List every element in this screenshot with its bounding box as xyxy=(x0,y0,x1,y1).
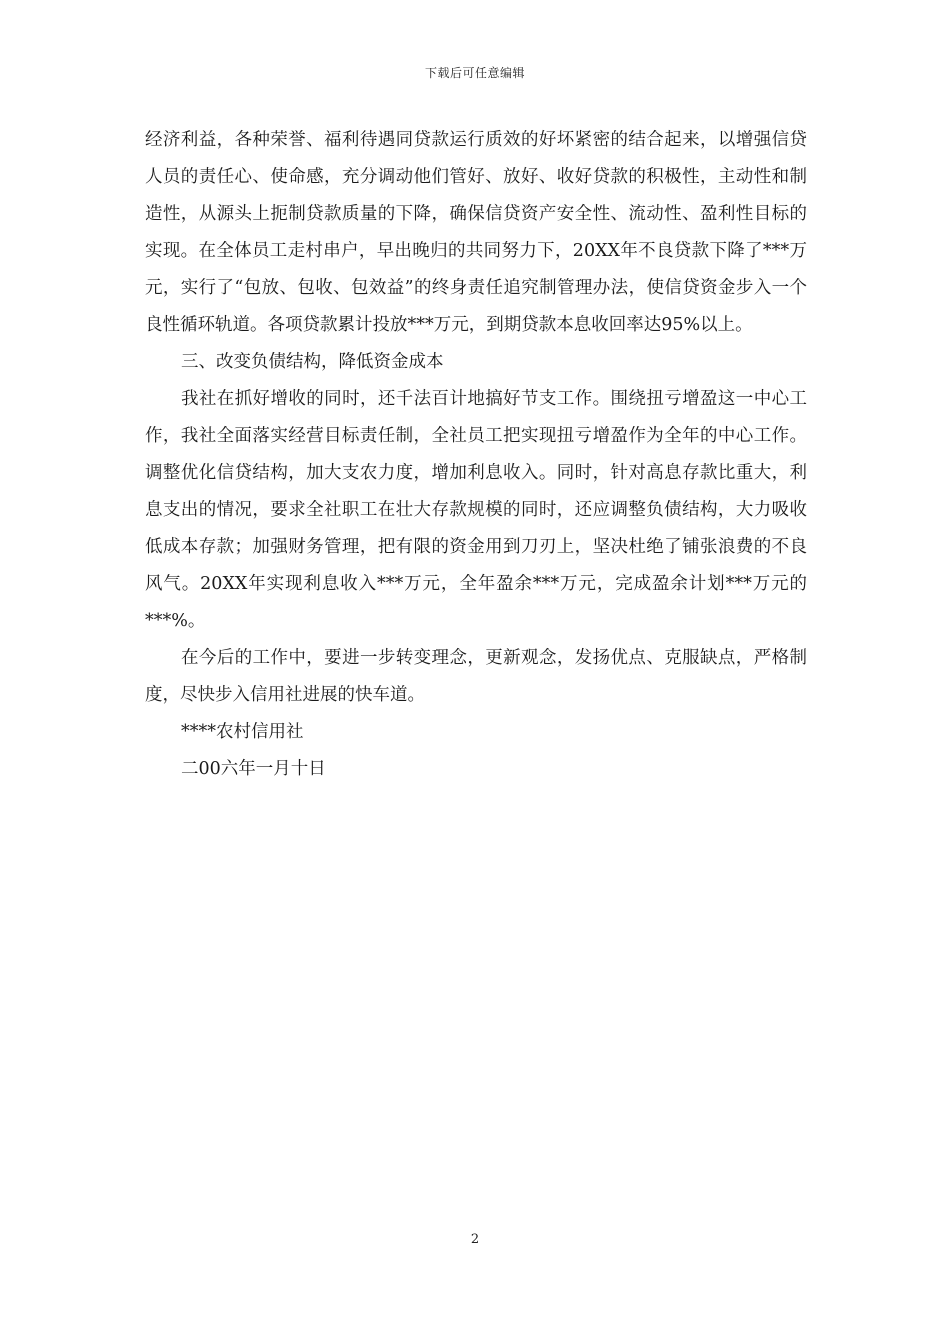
page-number: 2 xyxy=(470,1232,480,1247)
paragraph-cost-reduction: 我社在抓好增收的同时，还千法百计地搞好节支工作。围绕扭亏增盈这一中心工作，我社全面落实经营目标责任制，全社员工把实现扭亏增盈作为全年的中心工作。调整优化信贷结构，加大支农力度，增加利息收入。同时，针对高息存款比重大，利息支出的情况，要求全社职工在壮大存款规模的同时，还应调整负债结构，大力吸收低成本存款；加强财务管理，把有限的资金用到刀刃上，坚决杜绝了铺张浪费的不良风气。20XX年实现利息收入***万元，全年盈余***万元，完成盈余计划***万元的***%。 xyxy=(145,389,807,631)
paragraph-continued: 经济利益，各种荣誉、福利待遇同贷款运行质效的好坏紧密的结合起来，以增强信贷人员的责任心、使命感，充分调动他们管好、放好、收好贷款的积极性，主动性和制造性，从源头上扼制贷款质量的下降，确保信贷资产安全性、流动性、盈利性目标的实现。在全体员工走村串户，早出晚归的共同努力下，20XX年不良贷款下降了***万元，实行了“包放、包收、包效益”的终身责任追究制管理办法，使信贷资金步入一个良性循环轨道。各项贷款累计投放***万元，到期贷款本息收回率达95%以上。 xyxy=(145,130,807,335)
signature-organization: ****农村信用社 xyxy=(181,722,304,742)
section-heading: 三、改变负债结构，降低资金成本 xyxy=(181,352,444,372)
paragraph-future-work: 在今后的工作中，要进一步转变理念，更新观念，发扬优点、克服缺点，严格制度，尽快步入信用社进展的快车道。 xyxy=(145,648,807,705)
signature-date: 二00六年一月十日 xyxy=(181,759,326,779)
document-body xyxy=(145,122,807,788)
page-header: 下载后可任意编辑 xyxy=(424,66,525,80)
